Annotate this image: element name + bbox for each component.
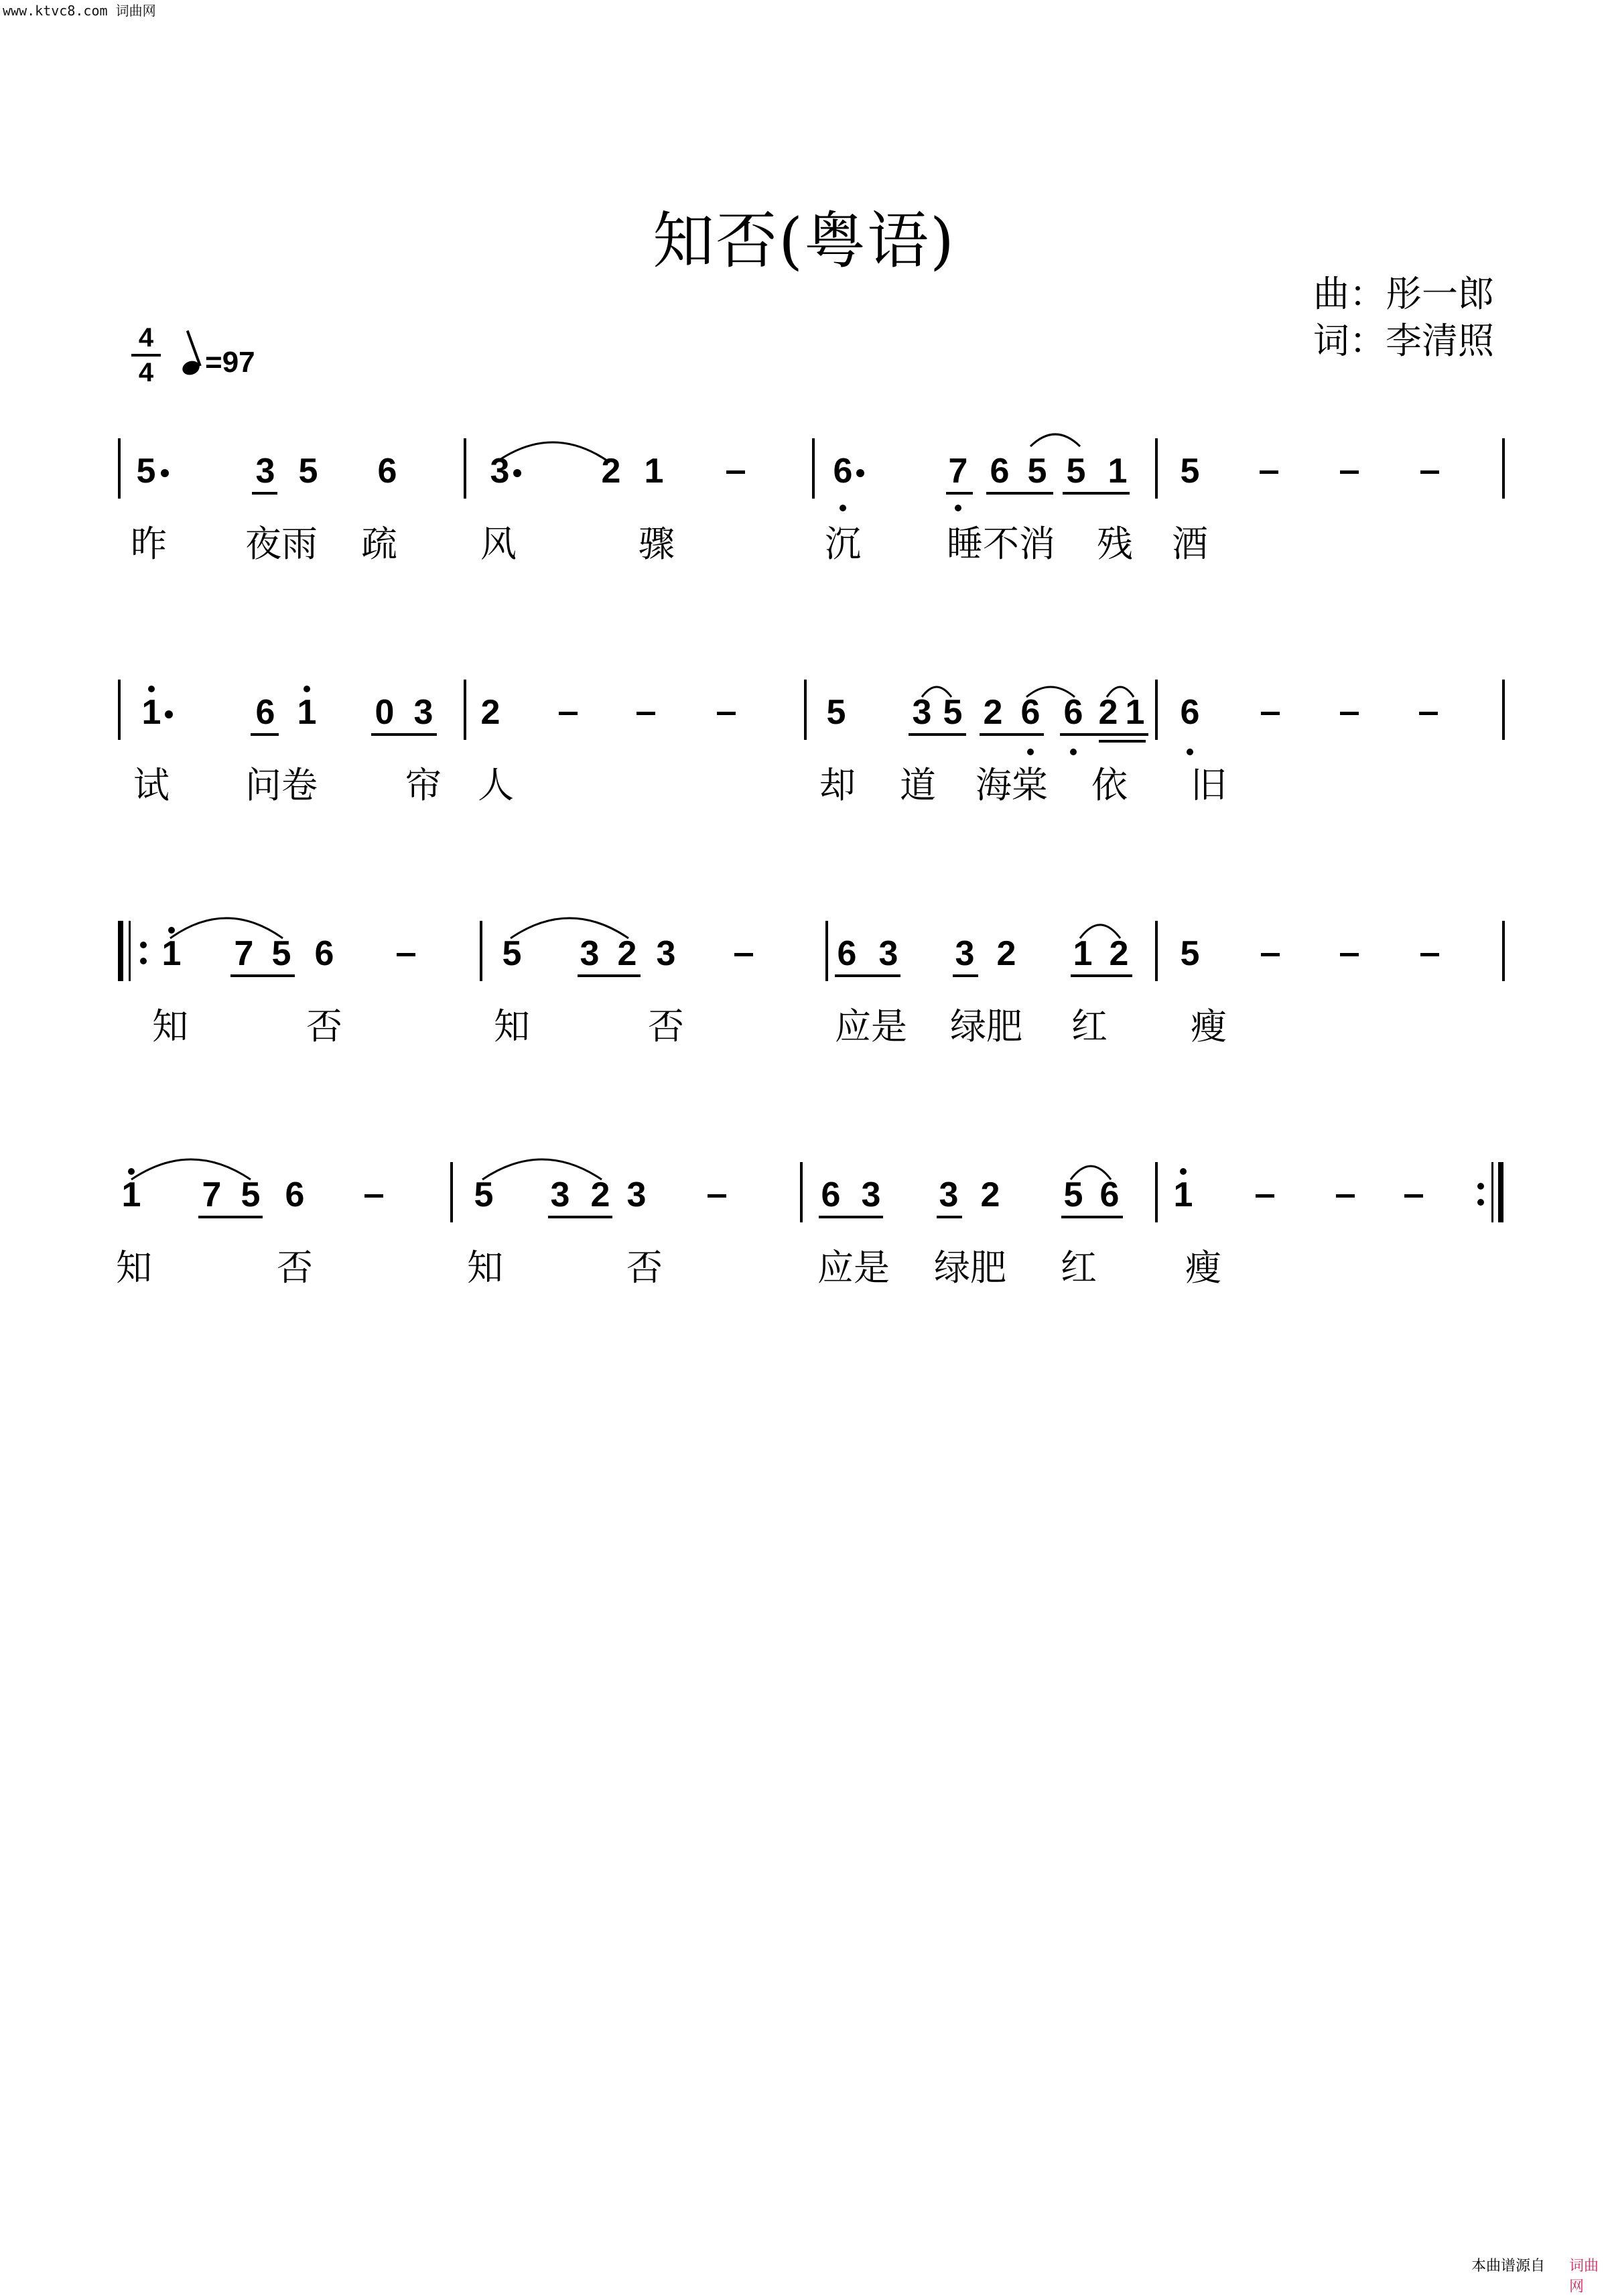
note: 5 [502, 934, 522, 973]
note: 1 [1125, 693, 1145, 732]
beam-underline [371, 733, 437, 736]
beam-underline [986, 492, 1053, 495]
note-high-1: 1 [1173, 1175, 1193, 1214]
lyricist-credit: 词：李清照 [1313, 320, 1494, 362]
note: 3 [580, 934, 600, 973]
barline [118, 438, 121, 499]
lyric: 残 [1097, 523, 1133, 565]
high-octave-dot [1180, 1168, 1187, 1175]
note: 2 [480, 693, 500, 732]
lyric: 绿肥 [934, 1247, 1006, 1289]
beam-underline [1063, 492, 1130, 495]
barline [1502, 921, 1505, 981]
lyric: 睡不消 [947, 523, 1055, 565]
lyric: 知 [152, 1005, 188, 1047]
note-high-1: 1 [161, 934, 182, 973]
lyric: 瘦 [1191, 1005, 1227, 1047]
beam-underline [230, 974, 295, 977]
low-octave-dot [1187, 749, 1193, 755]
lyric: 知 [116, 1247, 152, 1289]
note: 5 [1027, 452, 1047, 491]
lyric: 依 [1091, 764, 1128, 806]
low-octave-dot [840, 505, 846, 511]
lyric: 骤 [639, 523, 675, 565]
beam-underline [251, 733, 279, 736]
note: 3 [912, 693, 932, 732]
barline [450, 1162, 453, 1222]
lyric: 疏 [361, 523, 397, 565]
sustain-dash [364, 1194, 383, 1198]
note: 5 [1180, 934, 1200, 973]
barline [804, 680, 807, 740]
sustain-dash [1340, 470, 1359, 474]
lyric: 知 [467, 1247, 503, 1289]
beam-underline [1071, 974, 1132, 977]
slur-arc [511, 918, 628, 938]
note: 3 [490, 452, 510, 491]
barline [800, 1162, 803, 1222]
note: 2 [980, 1175, 1000, 1214]
beam-underline [252, 492, 277, 495]
slur-arc [131, 1159, 251, 1179]
sustain-dash [1256, 1194, 1274, 1198]
beam-underline [946, 492, 973, 495]
song-title: 知否(粤语) [653, 205, 955, 277]
note: 2 [996, 934, 1016, 973]
barline [118, 680, 121, 740]
lyric: 沉 [825, 523, 861, 565]
footer-site: 词曲网 [1569, 2258, 1599, 2295]
sustain-dash [1261, 953, 1280, 956]
note: 5 [298, 452, 318, 491]
lyric: 旧 [1191, 764, 1227, 806]
note: 6 [1099, 1175, 1120, 1214]
lyric: 昨 [131, 523, 167, 565]
repeat-dot [1477, 1199, 1484, 1206]
note: 5 [136, 452, 156, 491]
low-octave-dot [955, 505, 961, 511]
site-header: www.ktvc8.com 词曲网 [3, 3, 156, 19]
note: 6 [377, 452, 397, 491]
note: 2 [1109, 934, 1129, 973]
lyric: 帘 [405, 764, 442, 806]
sustain-dash [397, 953, 415, 956]
lyric: 酒 [1172, 523, 1208, 565]
lyric: 应是 [835, 1005, 907, 1047]
sustain-dash [717, 712, 736, 715]
high-octave-dot [168, 927, 175, 934]
lyric: 否 [306, 1005, 342, 1047]
augmentation-dot [513, 469, 521, 477]
note: 3 [550, 1175, 570, 1214]
barline [825, 921, 828, 981]
high-octave-dot [148, 686, 155, 692]
sustain-dash [1261, 712, 1280, 715]
beam-underline [1099, 740, 1146, 743]
lyric: 风 [480, 523, 517, 565]
note: 0 [375, 693, 395, 732]
note: 1 [1108, 452, 1128, 491]
barline [129, 921, 131, 981]
note: 3 [656, 934, 676, 973]
note: 5 [826, 693, 846, 732]
beam-underline [548, 1216, 612, 1218]
high-octave-dot [304, 686, 310, 692]
barline [1502, 438, 1505, 499]
slur-arc [482, 1159, 602, 1179]
note: 3 [255, 452, 275, 491]
beam-underline [198, 1216, 263, 1218]
sustain-dash [1260, 470, 1278, 474]
note: 7 [234, 934, 254, 973]
repeat-dot [140, 942, 147, 948]
note: 3 [939, 1175, 959, 1214]
note: 6 [990, 452, 1010, 491]
note-high-1: 1 [121, 1175, 141, 1214]
beam-underline [953, 974, 978, 977]
lyric: 瘦 [1185, 1247, 1221, 1289]
footer-source: 本曲谱源自 [1471, 2258, 1546, 2275]
note: 6 [285, 1175, 305, 1214]
slur-arc [1030, 434, 1080, 446]
sustain-dash [1420, 470, 1439, 474]
lyric: 问卷 [245, 764, 318, 806]
note: 5 [1063, 1175, 1083, 1214]
composer-credit: 曲：彤一郎 [1313, 273, 1494, 315]
lyric: 否 [277, 1247, 313, 1289]
lyric: 道 [900, 764, 936, 806]
lyric: 红 [1061, 1247, 1097, 1289]
lyric: 绿肥 [950, 1005, 1022, 1047]
barline [118, 921, 123, 981]
beam-underline [937, 1216, 962, 1218]
note: 2 [983, 693, 1003, 732]
note: 6 [821, 1175, 841, 1214]
note: 6 [255, 693, 275, 732]
barline [1155, 1162, 1158, 1222]
sustain-dash [1404, 1194, 1423, 1198]
note: 6 [1020, 693, 1041, 732]
sustain-dash [1336, 1194, 1355, 1198]
sustain-dash [726, 470, 745, 474]
note: 2 [590, 1175, 610, 1214]
note-high-1: 1 [297, 693, 317, 732]
sustain-dash [559, 712, 578, 715]
barline [1155, 438, 1158, 499]
beam-underline [835, 974, 900, 977]
lyric: 夜雨 [245, 523, 318, 565]
meter-top: 4 [138, 323, 154, 353]
low-octave-dot [1070, 749, 1077, 755]
note: 3 [878, 934, 898, 973]
tempo-value: =97 [205, 346, 255, 379]
note: 7 [202, 1175, 222, 1214]
barline [464, 438, 466, 499]
barline [1155, 921, 1158, 981]
slur-arc [496, 442, 610, 462]
sustain-dash [1340, 712, 1359, 715]
note-high-1: 1 [141, 693, 161, 732]
barline [464, 680, 466, 740]
high-octave-dot [128, 1168, 135, 1175]
sustain-dash [1419, 712, 1438, 715]
note: 2 [1098, 693, 1118, 732]
note: 6 [314, 934, 334, 973]
note: 1 [1073, 934, 1093, 973]
barline [480, 921, 482, 981]
meter-bottom: 4 [138, 358, 154, 387]
barline [812, 438, 815, 499]
slur-arc [170, 918, 283, 938]
lyric: 否 [648, 1005, 684, 1047]
lyric: 否 [626, 1247, 663, 1289]
barline [1498, 1162, 1503, 1222]
beam-underline [909, 733, 966, 736]
beam-underline [980, 733, 1044, 736]
note: 2 [601, 452, 621, 491]
repeat-dot [140, 958, 147, 964]
repeat-dot [1477, 1183, 1484, 1190]
beam-underline [819, 1216, 883, 1218]
sustain-dash [708, 1194, 726, 1198]
note: 3 [861, 1175, 881, 1214]
beam-underline [1061, 1216, 1123, 1218]
sustain-dash [1340, 953, 1359, 956]
note: 6 [837, 934, 857, 973]
note: 3 [626, 1175, 647, 1214]
barline [1155, 680, 1158, 740]
note: 6 [833, 452, 853, 491]
note: 5 [943, 693, 963, 732]
augmentation-dot [165, 710, 173, 718]
barline [1502, 680, 1505, 740]
sustain-dash [1420, 953, 1439, 956]
lyric: 海棠 [976, 764, 1048, 806]
note: 3 [955, 934, 975, 973]
note: 7 [948, 452, 968, 491]
note: 6 [1180, 693, 1200, 732]
note: 3 [413, 693, 433, 732]
note: 5 [1180, 452, 1200, 491]
lyric: 却 [819, 764, 856, 806]
augmentation-dot [856, 469, 864, 477]
lyric: 红 [1071, 1005, 1108, 1047]
lyric: 人 [478, 764, 514, 806]
note: 5 [271, 934, 291, 973]
barline [1491, 1162, 1493, 1222]
augmentation-dot [161, 469, 169, 477]
note: 1 [644, 452, 664, 491]
note: 5 [241, 1175, 261, 1214]
beam-underline [578, 974, 641, 977]
note: 5 [474, 1175, 494, 1214]
lyric: 应是 [817, 1247, 890, 1289]
lyric: 试 [133, 764, 170, 806]
beam-underline [1060, 733, 1148, 736]
note: 6 [1063, 693, 1083, 732]
sustain-dash [636, 712, 655, 715]
sustain-dash [734, 953, 753, 956]
lyric: 知 [494, 1005, 530, 1047]
note: 2 [617, 934, 637, 973]
note: 5 [1066, 452, 1086, 491]
low-octave-dot [1027, 749, 1034, 755]
